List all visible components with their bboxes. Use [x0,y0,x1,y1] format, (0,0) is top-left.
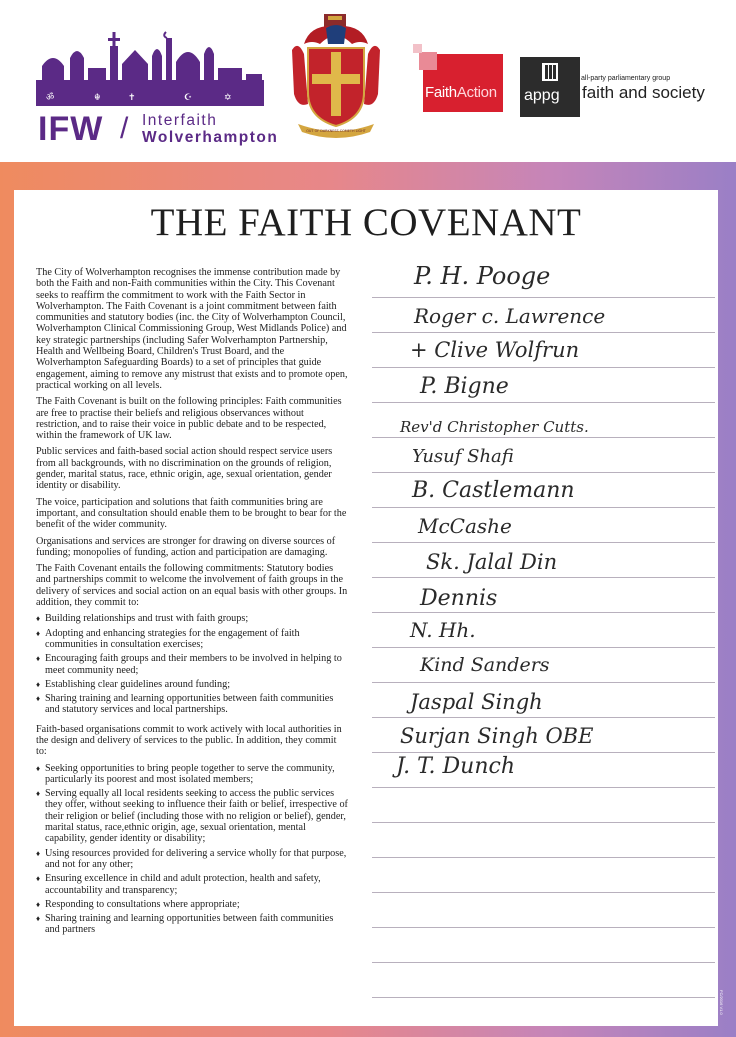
signature-line [372,787,715,788]
svg-text:✡: ✡ [224,93,232,103]
ifw-mark: IFW [38,110,104,148]
signature-line [372,402,715,403]
signature-line [372,752,715,753]
page-title: THE FAITH COVENANT [150,201,582,244]
signature-line [372,577,715,578]
ifw-name-line2: Wolverhampton [142,129,279,146]
appg-subtitle: all-party parliamentary group [581,75,671,82]
principles-paragraph: The Faith Covenant is built on the following principles: Faith communities are free to practise their beliefs and religious observances without restriction, and to raise their voice in public debate and to be respected, within the framework of UK law. [36,396,342,442]
signature: Roger c. Lawrence [414,304,606,328]
signature-line [372,507,715,508]
faith-action-text: FaithAction [425,84,497,101]
signature: + Clive Wolfrun [410,338,580,362]
organisations-paragraph: Organisations and services are stronger for drawing on diverse sources of funding; monopolies of funding, action and participation are damaging. [36,535,336,558]
signature-line [372,647,715,648]
signature-line [372,437,715,438]
signature: P. Bigne [420,374,509,399]
signature-line [372,682,715,683]
signature-line [372,857,715,858]
faith-action-square-medium [419,52,437,70]
skyline-icon [36,28,264,106]
signature: P. H. Pooge [414,262,551,290]
list-item: ♦ Ensuring excellence in child and adult protection, health and safety, accountability and transparency; [36,873,348,896]
signature: Yusuf Shafi [412,446,514,467]
signature: J. T. Dunch [396,754,515,779]
svg-text:☬: ☬ [94,93,101,103]
coat-of-arms-icon [290,14,382,142]
list-item: ♦ Sharing training and learning opportunities between faith communities and partners [36,913,348,936]
list-item: ♦ Using resources provided for delivering a service wholly for that purpose, and not for any other; [36,848,348,871]
header [0,0,736,162]
signature-line [372,717,715,718]
signature-line [372,472,715,473]
list-item: ♦ Responding to consultations where appropriate; [36,899,348,910]
list-item: ♦ Adopting and enhancing strategies for the engagement of faith communities in consultation exercises; [36,628,348,651]
statutory-commitments-list [36,613,348,715]
signature-line [372,332,715,333]
faith-action-logo [413,44,505,114]
voice-paragraph: The voice, participation and solutions that faith communities bring are important, and consultation should enable them to be brought to bear for the benefit of the wider community. [36,496,347,531]
signature-line [372,822,715,823]
signature: Jaspal Singh [410,690,543,714]
signature-line [372,612,715,613]
faith-commitments-list [36,763,348,936]
signature: Sk. Jalal Din [426,550,558,574]
signature-line [372,962,715,963]
appg-logo [520,57,580,117]
appg-title: faith and society [582,83,705,102]
crest-motto: OUT OF DARKNESS COMETH LIGHT [306,129,366,133]
appg-label: appg [524,87,560,104]
signature: Surjan Singh OBE [400,724,594,748]
ifw-name [142,112,278,146]
public-services-paragraph: Public services and faith-based social action should respect service users from all backgrounds, with no discrimination on the grounds of religion, gender, marital status, race, ethnic origin, age, sexual orientation, gender identity or disability. [36,446,333,492]
intro-paragraph: The City of Wolverhampton recognises the immense contribution made by both the Faith and non-Faith communities within the City. This Covenant seeks to reaffirm the commitment to work with the Faith Sector in Wolverhampton. The Faith Covenant is a joint commitment between faith communities and statutory bodies (inc. the City of Wolverhampton Council, Wolverhampton Clinical Commissioning Group, West Midlands Police) and key strategic partnerships (including Safer Wolverhampton Partnership, Health and Wellbeing Board, Children's Trust Board, and the Wolverhampton Safeguarding Boards) to a set of principles that guide engagement, aiming to remove any mistrust that exists and to promote open, practical working on all levels. [36,267,348,391]
faith-action-square-small [413,44,422,53]
svg-text:ॐ: ॐ [46,93,55,103]
signature: N. Hh. [410,618,476,642]
commitments-intro: The Faith Covenant entails the following commitments: Statutory bodies and partnerships commit to welcome the involvement of faith groups in the delivery of services and social action on an equal basis with other groups. In addition, they commit to: [36,563,348,609]
list-item: ♦ Building relationships and trust with faith groups; [36,613,348,624]
covenant-text [36,267,348,941]
ifw-slash: / [120,112,129,145]
list-item: ♦ Seeking opportunities to bring people together to serve the community, particularly its poorest and most isolated members; [36,763,348,786]
list-item: ♦ Encouraging faith groups and their members to be involved in helping to meet community need; [36,653,348,676]
signature-line [372,927,715,928]
signature: Kind Sanders [420,654,550,676]
signature-line [372,367,715,368]
ifw-logo [36,28,279,148]
svg-text:✝: ✝ [128,93,136,103]
signature: Dennis [420,586,498,611]
footer-code: FC/2016 V1.0 [719,990,724,1015]
signature-line [372,542,715,543]
svg-text:☪: ☪ [184,93,193,103]
signature: McCashe [418,514,512,538]
list-item: ♦ Sharing training and learning opportunities between faith communities and statutory services and local partnerships. [36,693,348,716]
list-item: ♦ Serving equally all local residents seeking to access the public services they offer, without seeking to influence their faith or belief, irrespective of their religion or belief (including those with no religion or belief), gender, marital status, race,ethnic origin, age, sexual orientation, mental capability, gender identity or disability; [36,788,348,844]
signature-line [372,892,715,893]
signature-line [372,997,715,998]
ifw-name-line1: Interfaith [142,112,218,129]
signature-line [372,297,715,298]
faith-orgs-intro: Faith-based organisations commit to work actively with local authorities in the design and delivery of services to the public. In addition, they commit to: [36,723,342,758]
portcullis-icon [542,63,558,81]
signature: Rev'd Christopher Cutts. [400,418,589,436]
list-item: ♦ Establishing clear guidelines around funding; [36,679,348,690]
signature: B. Castlemann [412,478,575,503]
